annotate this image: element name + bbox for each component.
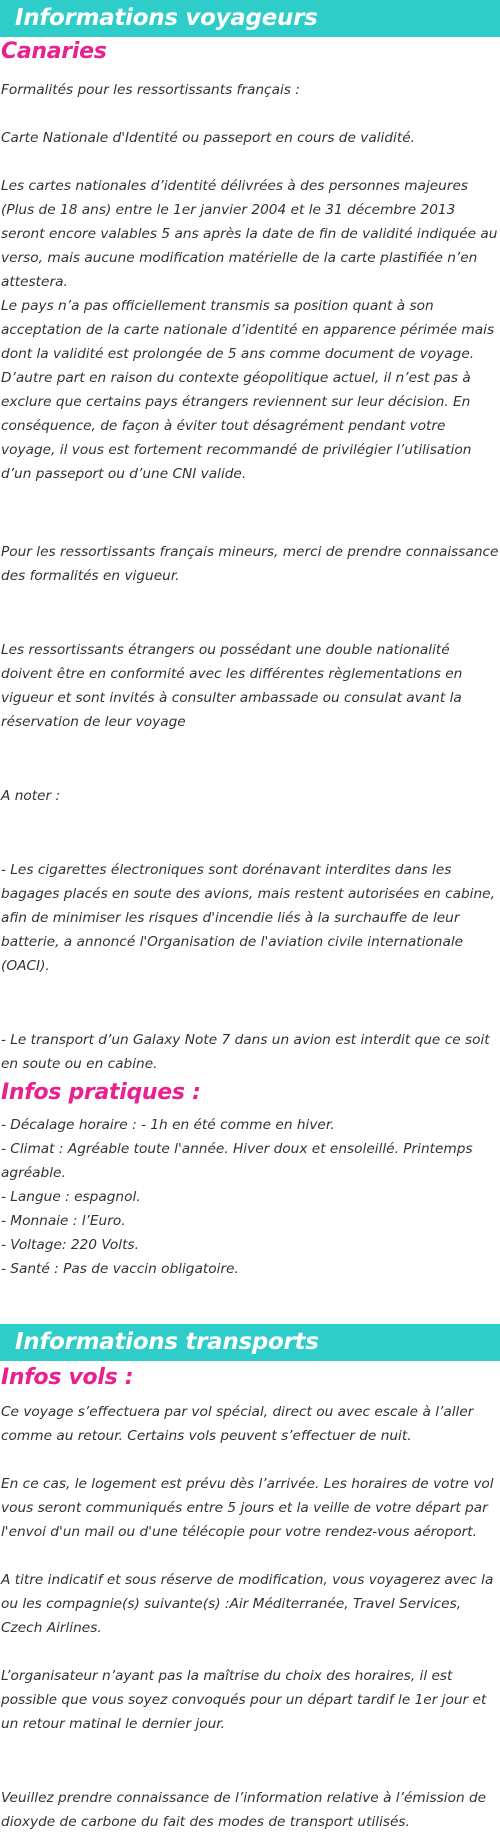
flight-info: Ce voyage s’effectuera par vol spécial, direct ou avec escale à l’aller comme au retour. Certains vols peuvent s’effectuer de nuit. bbox=[1, 1404, 474, 1444]
e-cigarette-rule: - Les cigarettes électroniques sont dorénavant interdites dans les bagages placés en soute des avions, mais restent autorisées en cabine, afin de minimiser les risques d'incendie liés à la surchauffe de leur batterie, a annoncé l'Organisation de l'aviation civile internationale (OACI). bbox=[1, 862, 495, 974]
list-item: - Monnaie : l’Euro. bbox=[1, 1213, 126, 1229]
id-requirement: Carte Nationale d'Identité ou passeport en cours de validité. bbox=[1, 130, 415, 146]
foreign-nationals-note: Les ressortissants étrangers ou possédant une double nationalité doivent être en conformité avec les différentes règlementations en vigueur et sont invités à consulter ambassade ou consulat avant la réservation de leur voyage bbox=[1, 642, 463, 730]
heading-infos-pratiques: Infos pratiques : bbox=[1, 1080, 201, 1105]
galaxy-note-rule: - Le transport d’un Galaxy Note 7 dans un avion est interdit que ce soit en soute ou en cabine. bbox=[1, 1032, 490, 1072]
banner-informations-transports: Informations transports bbox=[0, 1324, 500, 1361]
list-item: - Climat : Agréable toute l'année. Hiver doux et ensoleillé. Printemps agréable. bbox=[1, 1141, 473, 1181]
flight-schedule: En ce cas, le logement est prévu dès l’arrivée. Les horaires de votre vol vous seront communiqués entre 5 jours et la veille de votre départ par l'envoi d'un mail ou d'une télécopie pour votre rendez-vous aéroport. bbox=[1, 1476, 494, 1540]
banner-informations-voyageurs: Informations voyageurs bbox=[0, 0, 500, 37]
airlines: A titre indicatif et sous réserve de modification, vous voyagerez avec la ou les compagnie(s) suivante(s) :Air Méditerranée, Travel Services, Czech Airlines. bbox=[1, 1572, 494, 1636]
co2-notice: Veuillez prendre connaissance de l’information relative à l’émission de dioxyde de carbone du fait des modes de transport utilisés. bbox=[1, 1790, 487, 1830]
heading-canaries: Canaries bbox=[1, 39, 107, 64]
note-label: A noter : bbox=[1, 788, 61, 804]
list-item: - Voltage: 220 Volts. bbox=[1, 1237, 139, 1253]
heading-infos-vols: Infos vols : bbox=[1, 1365, 134, 1390]
list-item: - Langue : espagnol. bbox=[1, 1189, 141, 1205]
list-item: - Décalage horaire : - 1h en été comme en hiver. bbox=[1, 1117, 335, 1133]
formalities-intro: Formalités pour les ressortissants français : bbox=[1, 82, 300, 98]
schedule-disclaimer: L’organisateur n’ayant pas la maîtrise du choix des horaires, il est possible que vous soyez convoqués pour un départ tardif le 1er jour et un retour matinal le dernier jour. bbox=[1, 1668, 487, 1732]
id-card-validity-note: Les cartes nationales d’identité délivrées à des personnes majeures (Plus de 18 ans) entre le 1er janvier 2004 et le 31 décembre 2013 seront encore valables 5 ans après la date de fin de validité indiquée au verso, mais aucune modification matérielle de la carte plastifiée n’en attestera. Le pays n’a pas officiellement transmis sa position quant à son acceptation de la carte nationale d’identité en apparence périmée mais dont la validité est prolongée de 5 ans comme document de voyage. D’autre part en raison du contexte géopolitique actuel, il n’est pas à exclure que certains pays étrangers reviennent sur leur décision. En conséquence, de façon à éviter tout désagrément pendant votre voyage, il vous est fortement recommandé de privilégier l’utilisation d’un passeport ou d’une CNI valide. bbox=[1, 178, 498, 482]
list-item: - Santé : Pas de vaccin obligatoire. bbox=[1, 1261, 239, 1277]
practical-info-list bbox=[0, 1113, 500, 1281]
minors-formalities: Pour les ressortissants français mineurs, merci de prendre connaissance des formalités en vigueur. bbox=[1, 544, 499, 584]
